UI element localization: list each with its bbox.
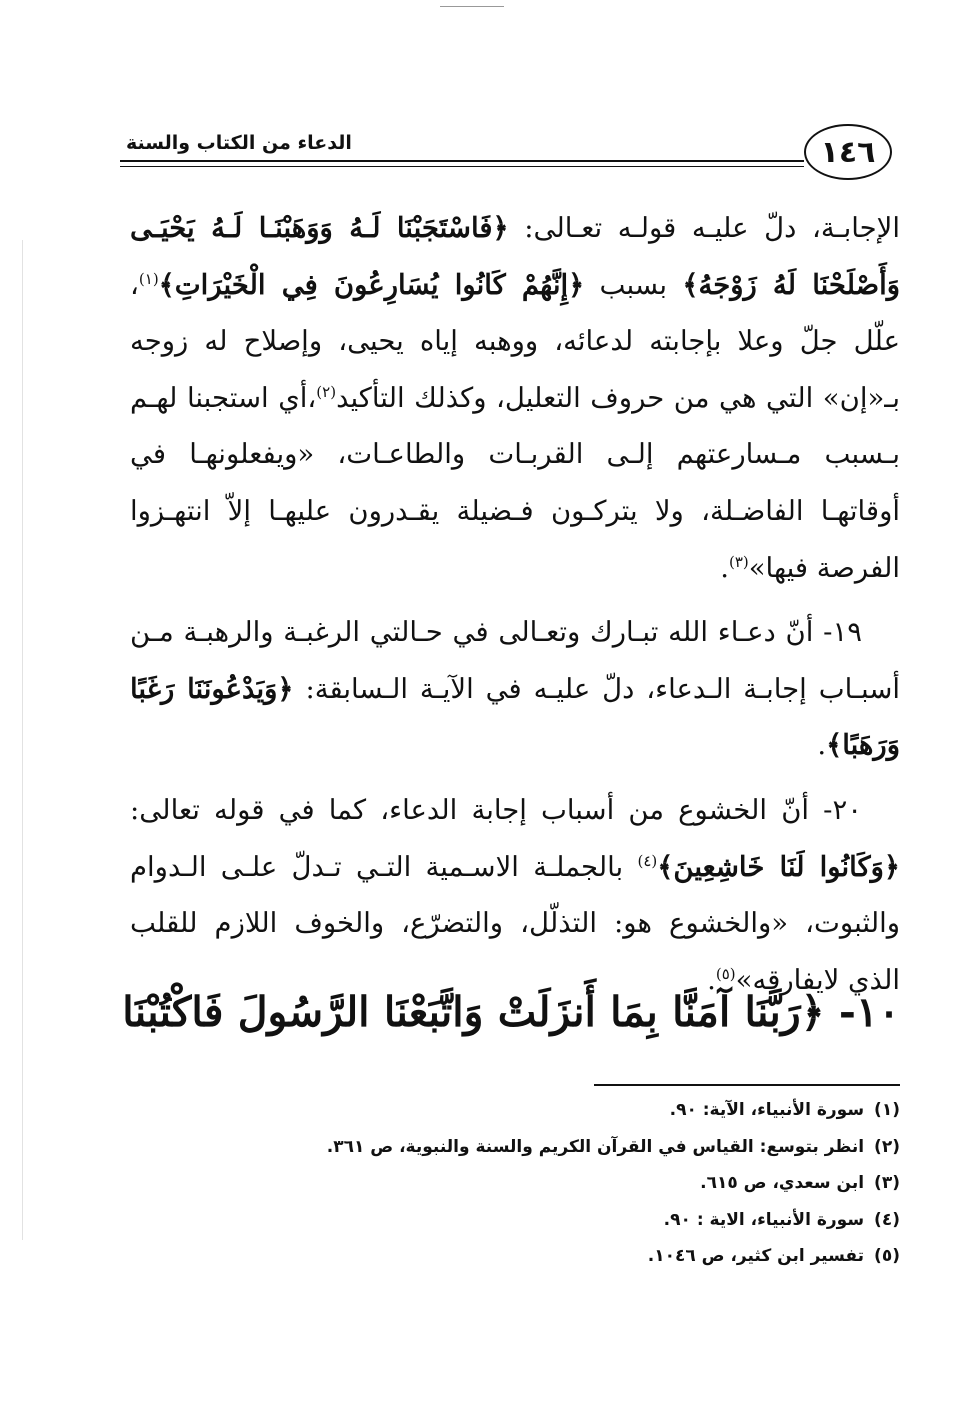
footnote-ref-2: (٢)	[316, 382, 337, 401]
footnote-ref-3: (٣)	[728, 552, 749, 571]
footnote-ref-4: (٤)	[637, 851, 658, 870]
running-title: الدعاء من الكتاب والسنة	[126, 132, 352, 154]
footnote-text: انظر بتوسع: القياس في القرآن الكريم والسنة والنبوية، ص ٣٦١.	[326, 1136, 865, 1157]
footnote-item	[200, 1202, 900, 1239]
footnote-separator	[594, 1084, 900, 1086]
paragraph-1	[130, 200, 900, 596]
quran-quote: ﴿وَكَانُوا لَنَا خَاشِعِينَ﴾	[657, 850, 900, 883]
quran-quote: ﴿وَيَدْعُونَنَا رَغَبًا وَرَهَبًا﴾	[130, 672, 900, 762]
footnote-number: (٢)	[874, 1136, 900, 1157]
footnote-number: (١)	[874, 1100, 900, 1120]
main-text	[130, 200, 900, 1008]
left-margin-line	[22, 240, 23, 1240]
footnote-number: (٣)	[874, 1173, 900, 1193]
footnote-item	[200, 1165, 900, 1202]
text-segment: .	[720, 551, 729, 584]
text-segment: ، علّل جلّ وعلا بإجابته لدعائه، ووهبه إياه يحيى، وإصلاح له زوجه بـ«إن» التي هي من حروف التعليل، وكذلك التأكيد	[130, 268, 900, 414]
header-rule-thin	[120, 166, 804, 167]
text-segment: الإجابـة، دلّ عليـه قولـه تعـالى:	[508, 212, 901, 244]
paragraph-2	[130, 604, 900, 774]
text-segment: ،أي استجبنا لهـم بـسبب مـسارعتهم إلـى القربـات والطاعـات، «ويفعلونهـا في أوقاتهـا الفاضـلة، ولا يتركـون فـضيلة يقـدرون عليهـا إلاّ انتهـزوا الفرصة فيها»	[130, 381, 900, 584]
footnote-number: (٤)	[874, 1209, 900, 1230]
footnote-item	[200, 1092, 900, 1129]
header-rule-thick	[120, 160, 804, 162]
paragraph-3	[130, 782, 900, 1008]
footnote-ref-1: (١)	[138, 269, 159, 288]
quran-quote: ﴿فَاسْتَجَبْنَا لَـهُ وَوَهَبْنَـا لَـهُ يَحْيَـى وَأَصْلَحْنَا لَهُ زَوْجَهُ﴾	[130, 212, 900, 301]
footnote-ref-5: (٥)	[715, 964, 736, 983]
text-segment: .	[817, 729, 827, 762]
footnote-text: سورة الأنبياء، الاية : ٩٠.	[663, 1209, 865, 1230]
page-number: ١٤٦	[804, 124, 892, 180]
verse-heading: ١٠- ﴿رَبَّنَا آمَنَّا بِمَا أَنزَلَتْ وَاتَّبَعْنَا الرَّسُولَ فَاكْتُبْنَا	[122, 988, 900, 1036]
text-segment: ٢٠- أنّ الخشوع من أسباب إجابة الدعاء، كما في قوله تعالى:	[130, 793, 862, 826]
footnote-number: (٥)	[874, 1246, 900, 1266]
top-scan-mark	[440, 6, 504, 7]
text-segment: بسبب	[584, 268, 683, 301]
quran-quote: ﴿إِنَّهُمْ كَانُوا يُسَارِعُونَ فِي الْخَيْرَاتِ﴾	[158, 268, 585, 301]
footnote-item	[200, 1129, 900, 1166]
footnote-text: ابن سعدي، ص ٦١٥.	[700, 1173, 865, 1193]
footnote-item	[200, 1238, 900, 1275]
text-segment: بالجملـة الاسـمية التـي تـدلّ علـى الـدوام والثبوت، «والخشوع هو: التذلّل، والتضرّع، والخوف اللازم للقلب الذي لايفارقه»	[130, 850, 900, 996]
text-segment: ١٩- أنّ دعـاء الله تبـارك وتعـالى في حـالتي الرغبـة والرهبـة مـن أسبـاب إجابـة الـدعاء، دلّ عليـه في الآيـة الـسابقة:	[130, 616, 901, 705]
text-segment: .	[707, 963, 716, 996]
page-header	[120, 118, 900, 190]
footnote-text: تفسير ابن كثير، ص ١٠٤٦.	[647, 1246, 865, 1266]
footnote-text: سورة الأنبياء، الآية: ٩٠.	[669, 1100, 865, 1120]
footnotes	[200, 1092, 900, 1275]
